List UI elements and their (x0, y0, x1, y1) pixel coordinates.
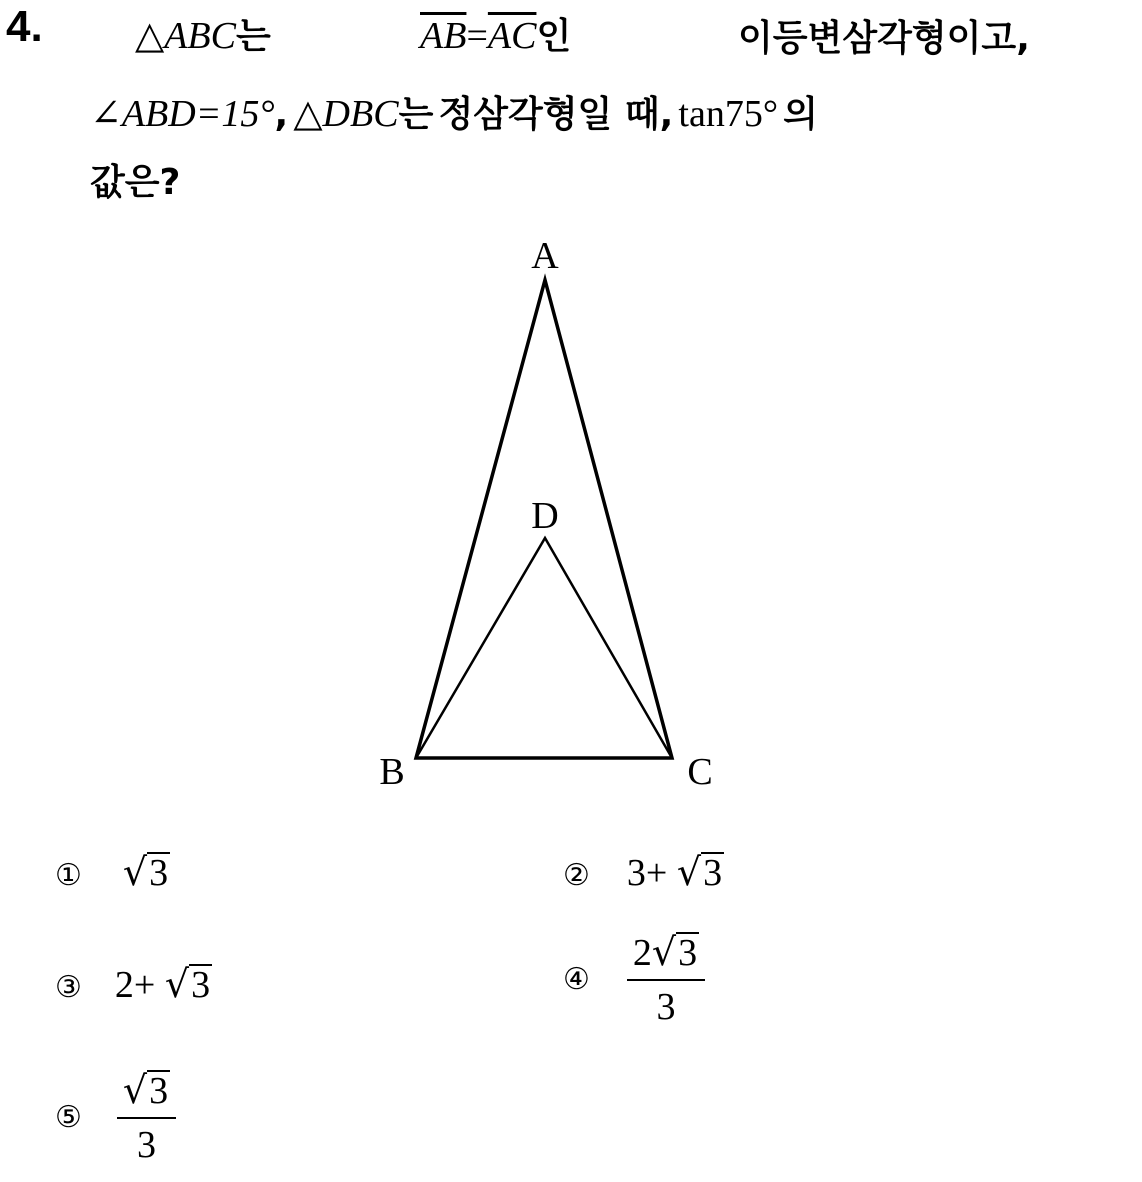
choice-4-marker: ④ (563, 962, 590, 997)
particle-neun: 는 (236, 16, 271, 57)
sqrt-3: √3 (164, 962, 211, 1006)
tan-75: tan75° (678, 93, 779, 135)
sqrt-3: √3 (676, 850, 723, 894)
fraction-2sqrt3-over-3: $\frac{2√3}{3}$ (627, 930, 705, 1029)
angle-abd: ∠ABD=15° (90, 93, 275, 135)
triangle-abc: △ABC (135, 15, 236, 57)
sqrt-3: √3 (122, 850, 169, 894)
choice-4[interactable] (563, 930, 705, 1029)
label-a: A (531, 235, 559, 277)
label-d: D (531, 495, 559, 537)
equals-sign: = (466, 15, 488, 57)
segment-ab: $\overline{AB}$ (420, 15, 467, 57)
fraction-sqrt3-over-3: $\frac{√3}{3}$ (117, 1068, 176, 1167)
choice-2-marker: ② (563, 858, 590, 893)
triangle-dbc-shape (416, 538, 672, 758)
particle-neun-2: 는 (398, 94, 434, 135)
choice-5[interactable] (55, 1068, 176, 1167)
question-line-3: 값은? (90, 162, 181, 203)
choice-2[interactable] (563, 850, 724, 895)
isosceles-text: 이등변삼각형이고, (738, 18, 1030, 59)
question-number: 4. (6, 2, 43, 51)
choice-5-marker: ⑤ (55, 1100, 82, 1135)
choice-1[interactable] (55, 850, 170, 895)
choice-1-marker: ① (55, 858, 82, 893)
segment-ac: $\overline{AC}$ (487, 15, 537, 57)
particle-ui: 의 (783, 94, 818, 135)
choice-3-prefix: 2+ (114, 964, 156, 1006)
equilateral-text: 정삼각형일 때, (438, 94, 674, 135)
choice-2-prefix: 3+ (626, 852, 668, 894)
comma: , (274, 94, 289, 135)
triangle-dbc: △DBC (293, 93, 399, 135)
label-c: C (687, 751, 713, 793)
choice-3-marker: ③ (55, 970, 82, 1005)
choice-3[interactable] (55, 962, 212, 1007)
particle-in: 인 (536, 16, 572, 57)
label-b: B (379, 751, 405, 793)
